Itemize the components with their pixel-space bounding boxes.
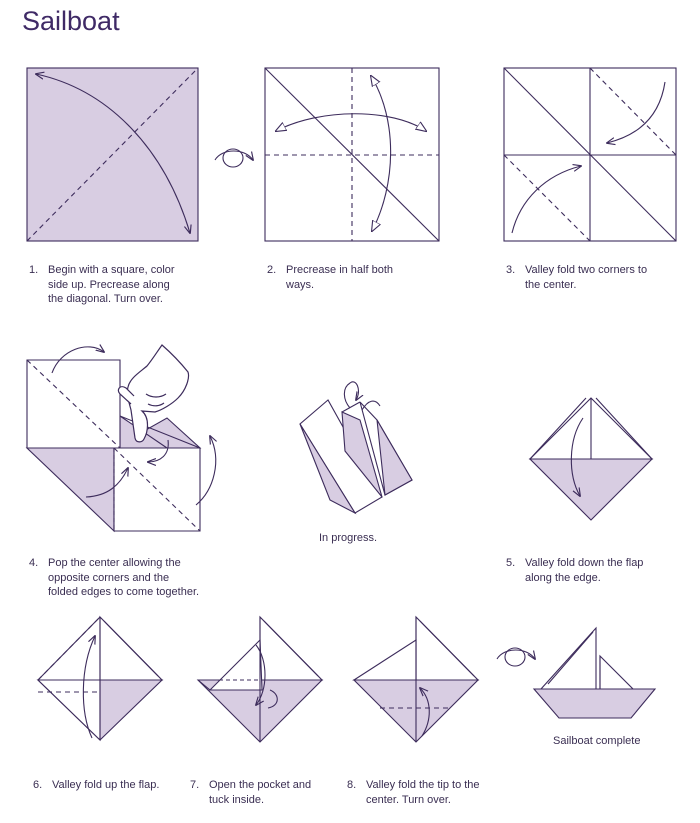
turn-over-icon-2 — [497, 648, 535, 666]
step-number: 8. — [347, 779, 357, 791]
step-1-caption — [29, 263, 229, 307]
step-number: 2. — [267, 264, 277, 276]
in-progress-caption — [319, 531, 439, 546]
step8-diagram — [354, 617, 478, 742]
step-text: Open the pocket and tuck inside. — [209, 779, 312, 806]
step-text: Valley fold up the flap. — [52, 779, 160, 791]
step6-diagram — [38, 617, 162, 740]
step-7-caption — [190, 778, 350, 807]
step-text: Valley fold down the flap along the edge. — [525, 557, 644, 584]
step-text: Begin with a square, color side up. Precrease along the diagonal. Turn over. — [48, 264, 175, 305]
step7-diagram — [198, 617, 322, 742]
page-title: Sailboat — [22, 6, 120, 36]
step3-diagram — [504, 68, 676, 241]
step-number: 1. — [29, 264, 39, 276]
step-5-caption — [506, 556, 696, 585]
step2-diagram — [265, 68, 439, 241]
step-text: Precrease in half both ways. — [286, 264, 394, 291]
step-number: 5. — [506, 557, 516, 569]
step-text: Valley fold two corners to the center. — [525, 264, 648, 291]
step-text: Pop the center allowing the opposite corners and the folded edges to come together. — [48, 557, 200, 598]
step1-diagram — [27, 68, 198, 241]
step-number: 6. — [33, 779, 43, 791]
step-4-caption — [29, 556, 249, 600]
sailboat-complete-diagram — [534, 628, 655, 718]
step-text: Valley fold the tip to the center. Turn over. — [366, 779, 480, 806]
in-progress-diagram — [300, 382, 412, 513]
sailboat-complete-caption — [553, 734, 683, 749]
sailboat-complete-label: Sailboat complete — [553, 735, 641, 747]
step-3-caption — [506, 263, 696, 292]
turn-over-icon — [215, 149, 253, 167]
step-6-caption — [33, 778, 193, 793]
step-number: 3. — [506, 264, 516, 276]
step-number: 7. — [190, 779, 200, 791]
step5-diagram — [530, 398, 652, 520]
step-number: 4. — [29, 557, 39, 569]
step-8-caption — [347, 778, 517, 807]
step-2-caption — [267, 263, 467, 292]
in-progress-label: In progress. — [319, 532, 378, 544]
